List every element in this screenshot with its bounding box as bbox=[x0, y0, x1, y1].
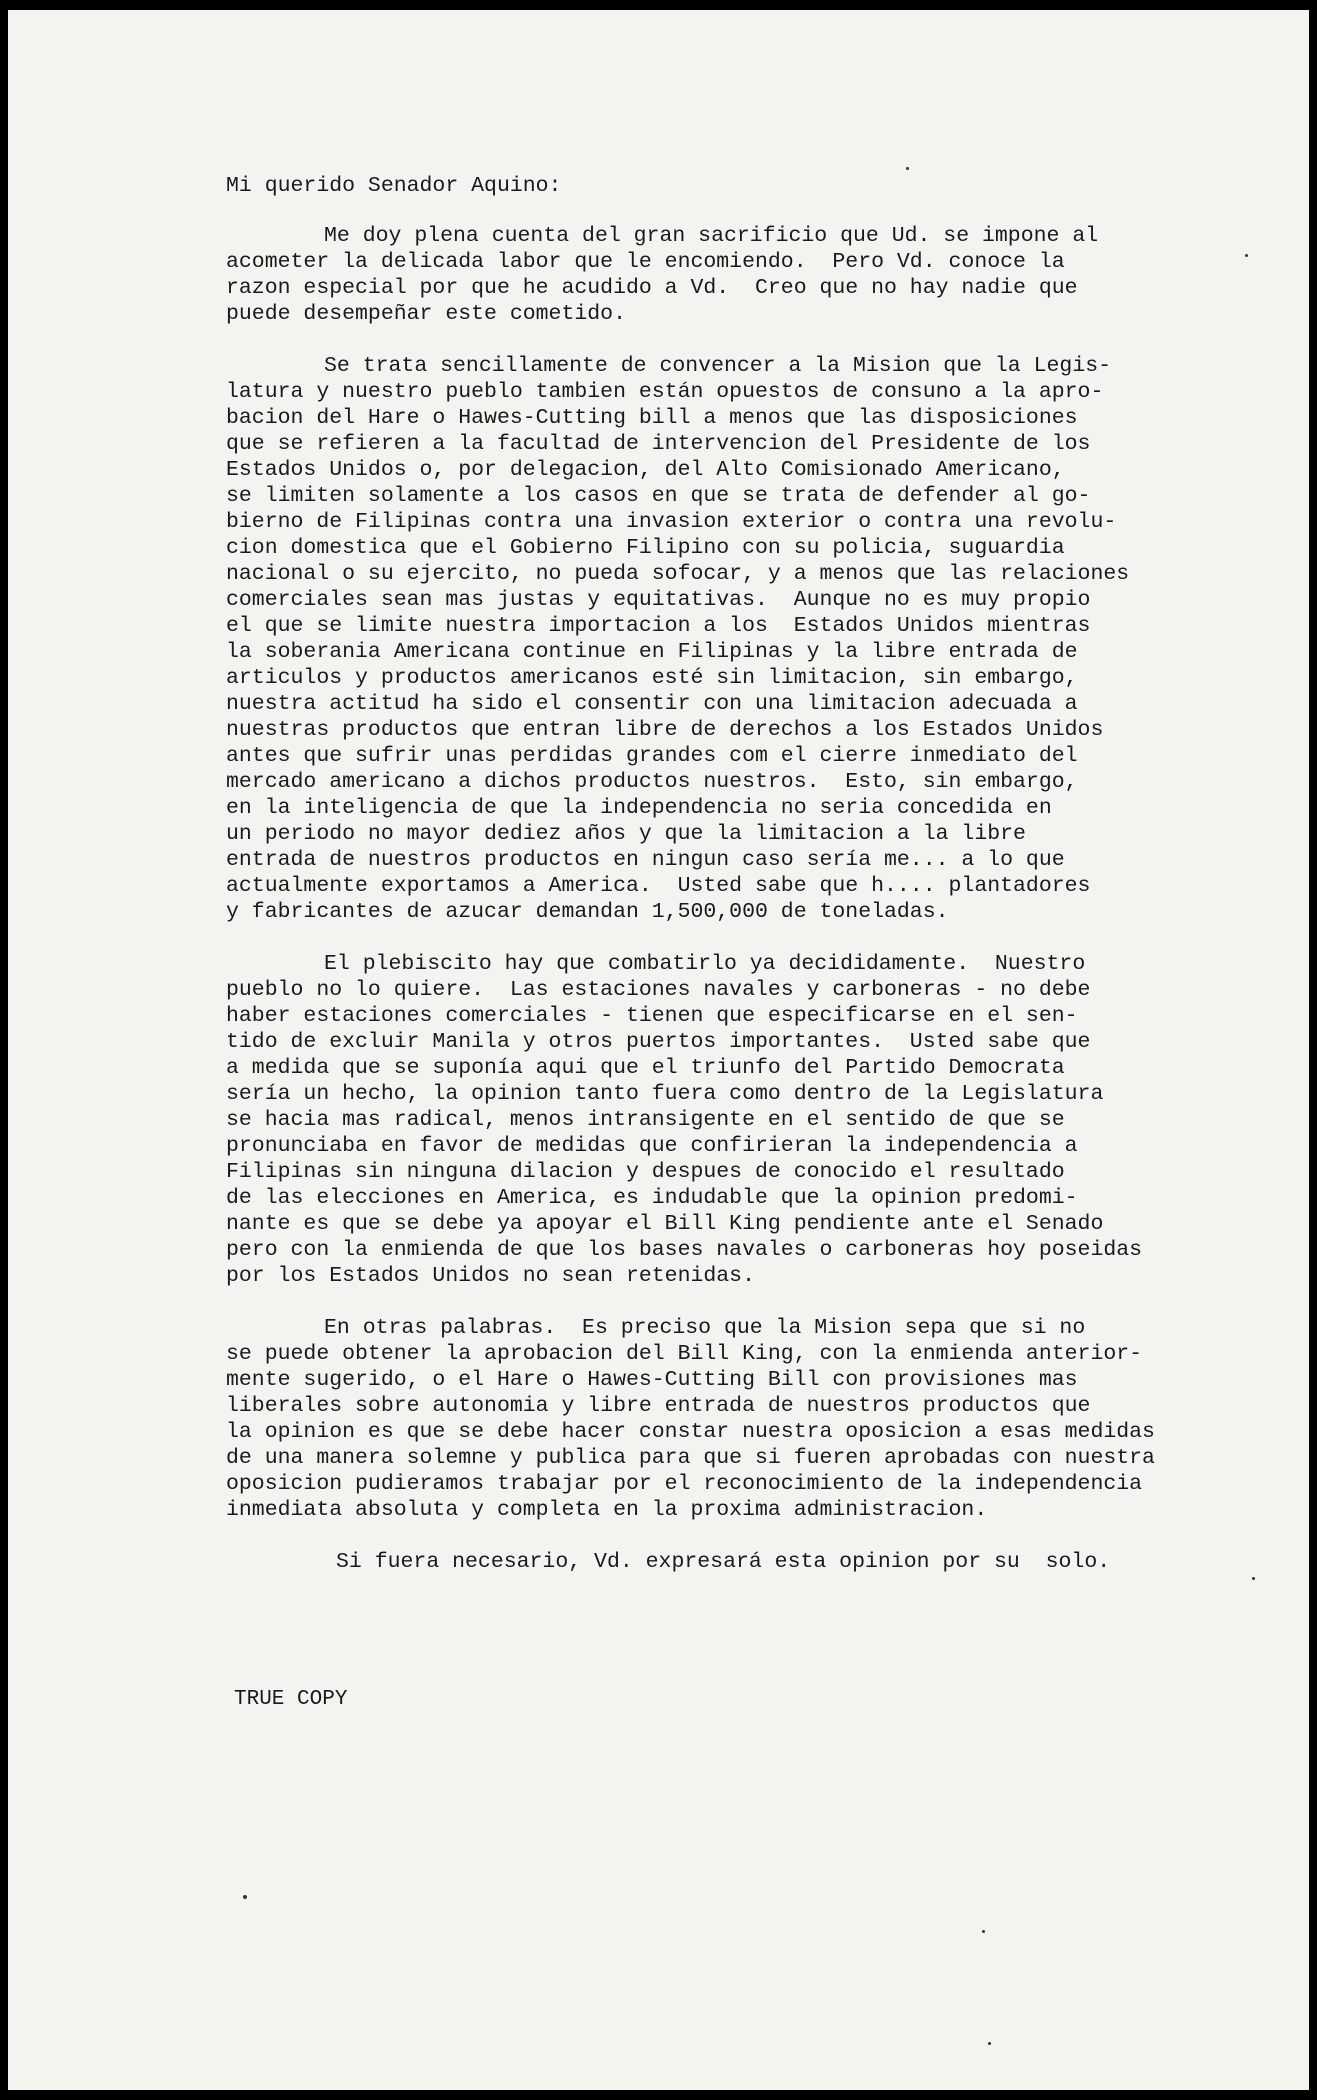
letter-body bbox=[226, 173, 1186, 1575]
text-line: articulos y productos americanos esté sin limitacion, sin embargo, bbox=[226, 666, 1078, 690]
letter-paragraphs bbox=[226, 223, 1186, 1523]
text-line: comerciales sean mas justas y equitativas. Aunque no es muy propio bbox=[226, 588, 1091, 612]
text-line: de una manera solemne y publica para que si fueren aprobadas con nuestra bbox=[226, 1446, 1155, 1470]
text-line: oposicion pudieramos trabajar por el reconocimiento de la independencia bbox=[226, 1472, 1143, 1496]
text-line: mente sugerido, o el Hare o Hawes-Cutting Bill con provisiones mas bbox=[226, 1368, 1078, 1392]
ink-speck bbox=[243, 1895, 247, 1899]
text-line: se puede obtener la aprobacion del Bill King, con la enmienda anterior- bbox=[226, 1342, 1143, 1366]
text-line: acometer la delicada labor que le encomiendo. Pero Vd. conoce la bbox=[226, 250, 1065, 274]
ink-speck bbox=[1252, 1577, 1255, 1580]
text-line: Me doy plena cuenta del gran sacrificio que Ud. se impone al bbox=[324, 224, 1099, 248]
text-line: antes que sufrir unas perdidas grandes com el cierre inmediato del bbox=[226, 744, 1078, 768]
text-line: bierno de Filipinas contra una invasion exterior o contra una revolu- bbox=[226, 510, 1117, 534]
text-line: por los Estados Unidos no sean retenidas. bbox=[226, 1264, 755, 1288]
text-line: la opinion es que se debe hacer constar nuestra oposicion a esas medidas bbox=[226, 1420, 1155, 1444]
text-line: la soberania Americana continue en Filipinas y la libre entrada de bbox=[226, 640, 1078, 664]
text-line: actualmente exportamos a America. Usted sabe que h.... plantadores bbox=[226, 874, 1091, 898]
text-line: pero con la enmienda de que los bases navales o carboneras hoy poseidas bbox=[226, 1238, 1143, 1262]
text-line: bacion del Hare o Hawes-Cutting bill a menos que las disposiciones bbox=[226, 406, 1078, 430]
text-line: liberales sobre autonomia y libre entrada de nuestros productos que bbox=[226, 1394, 1091, 1418]
text-line: el que se limite nuestra importacion a los Estados Unidos mientras bbox=[226, 614, 1091, 638]
text-line: nante es que se debe ya apoyar el Bill King pendiente ante el Senado bbox=[226, 1212, 1104, 1236]
text-line: un periodo no mayor dediez años y que la limitacion a la libre bbox=[226, 822, 1026, 846]
text-line: a medida que se suponía aqui que el triunfo del Partido Democrata bbox=[226, 1056, 1065, 1080]
true-copy-stamp: TRUE COPY bbox=[234, 1688, 348, 1711]
text-line: en la inteligencia de que la independencia no seria concedida en bbox=[226, 796, 1052, 820]
text-line: y fabricantes de azucar demandan 1,500,000 de toneladas. bbox=[226, 900, 949, 924]
text-line: tido de excluir Manila y otros puertos importantes. Usted sabe que bbox=[226, 1030, 1091, 1054]
text-line: de las elecciones en America, es indudable que la opinion predomi- bbox=[226, 1186, 1078, 1210]
text-line: cion domestica que el Gobierno Filipino con su policia, suguardia bbox=[226, 536, 1065, 560]
ink-speck bbox=[906, 167, 909, 170]
text-line: pronunciaba en favor de medidas que confirieran la independencia a bbox=[226, 1134, 1078, 1158]
text-line: pueblo no lo quiere. Las estaciones navales y carboneras - no debe bbox=[226, 978, 1091, 1002]
text-line: nuestra actitud ha sido el consentir con una limitacion adecuada a bbox=[226, 692, 1078, 716]
ink-speck bbox=[982, 1930, 985, 1933]
text-line: mercado americano a dichos productos nuestros. Esto, sin embargo, bbox=[226, 770, 1078, 794]
letter-paragraph bbox=[226, 951, 1186, 1289]
closing-line: Si fuera necesario, Vd. expresará esta opinion por su solo. bbox=[336, 1550, 1111, 1574]
text-line: inmediata absoluta y completa en la proxima administracion. bbox=[226, 1498, 988, 1522]
letter-paragraph bbox=[226, 223, 1186, 327]
text-line: razon especial por que he acudido a Vd. Creo que no hay nadie que bbox=[226, 276, 1078, 300]
letter-paragraph bbox=[226, 1315, 1186, 1523]
ink-speck bbox=[988, 2042, 991, 2045]
text-line: latura y nuestro pueblo tambien están opuestos de consuno a la apro- bbox=[226, 380, 1104, 404]
ink-speck bbox=[1245, 254, 1248, 257]
salutation: Mi querido Senador Aquino: bbox=[226, 174, 562, 198]
text-line: nacional o su ejercito, no pueda sofocar, y a menos que las relaciones bbox=[226, 562, 1130, 586]
text-line: entrada de nuestros productos en ningun caso sería me... a lo que bbox=[226, 848, 1065, 872]
text-line: haber estaciones comerciales - tienen que especificarse en el sen- bbox=[226, 1004, 1078, 1028]
letter-paragraph bbox=[226, 353, 1186, 925]
text-line: En otras palabras. Es preciso que la Mision sepa que si no bbox=[324, 1316, 1086, 1340]
text-line: que se refieren a la facultad de intervencion del Presidente de los bbox=[226, 432, 1091, 456]
text-line: Se trata sencillamente de convencer a la Mision que la Legis- bbox=[324, 354, 1112, 378]
text-line: Estados Unidos o, por delegacion, del Alto Comisionado Americano, bbox=[226, 458, 1065, 482]
text-line: Filipinas sin ninguna dilacion y despues de conocido el resultado bbox=[226, 1160, 1065, 1184]
text-line: El plebiscito hay que combatirlo ya decididamente. Nuestro bbox=[324, 952, 1086, 976]
text-line: puede desempeñar este cometido. bbox=[226, 302, 626, 326]
text-line: nuestras productos que entran libre de derechos a los Estados Unidos bbox=[226, 718, 1104, 742]
text-line: sería un hecho, la opinion tanto fuera como dentro de la Legislatura bbox=[226, 1082, 1104, 1106]
text-line: se limiten solamente a los casos en que se trata de defender al go- bbox=[226, 484, 1091, 508]
text-line: se hacia mas radical, menos intransigente en el sentido de que se bbox=[226, 1108, 1065, 1132]
